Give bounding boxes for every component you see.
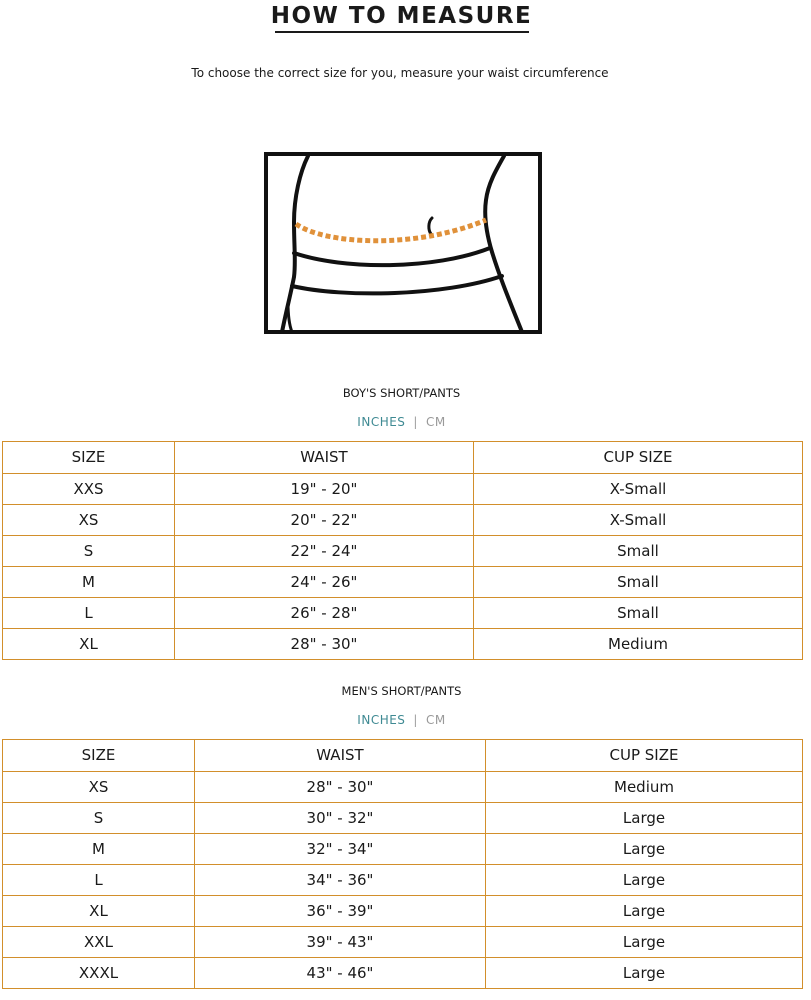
page-title: HOW TO MEASURE: [270, 3, 533, 29]
table-row: [3, 772, 803, 803]
cup-size-cell: X-Small: [474, 474, 803, 505]
size-cell: XS: [3, 772, 195, 803]
boys-section-title: BOY'S SHORT/PANTS: [342, 386, 461, 400]
waist-cell: 30" - 32": [195, 803, 486, 834]
boys-unit-toggle: [0, 414, 803, 430]
cup-size-cell: Large: [486, 865, 803, 896]
table-row: [3, 958, 803, 989]
size-cell: XS: [3, 505, 175, 536]
mens-unit-separator: |: [413, 713, 418, 727]
waist-cell: 36" - 39": [195, 896, 486, 927]
waist-cell: 43" - 46": [195, 958, 486, 989]
size-cell: XL: [3, 896, 195, 927]
waist-cell: 28" - 30": [195, 772, 486, 803]
table-row: [3, 505, 803, 536]
waist-cell: 28" - 30": [175, 629, 474, 660]
mens-section-title: MEN'S SHORT/PANTS: [341, 684, 462, 698]
table-row: [3, 474, 803, 505]
waist-cell: 34" - 36": [195, 865, 486, 896]
waist-cell: 19" - 20": [175, 474, 474, 505]
column-header-waist: WAIST: [175, 442, 474, 474]
size-cell: M: [3, 834, 195, 865]
intro-text: To choose the correct size for you, measure your waist circumference: [191, 66, 609, 80]
cup-size-cell: Small: [474, 598, 803, 629]
table-row: [3, 567, 803, 598]
size-cell: XXS: [3, 474, 175, 505]
size-cell: S: [3, 536, 175, 567]
size-cell: XXL: [3, 927, 195, 958]
title-underline: [275, 31, 529, 33]
cup-size-cell: Medium: [486, 772, 803, 803]
table-row: [3, 927, 803, 958]
cup-size-cell: Large: [486, 803, 803, 834]
cup-size-cell: Small: [474, 567, 803, 598]
waist-measurement-illustration-icon: [264, 152, 542, 334]
cup-size-cell: Medium: [474, 629, 803, 660]
cup-size-cell: Large: [486, 896, 803, 927]
waist-cell: 26" - 28": [175, 598, 474, 629]
column-header-cup-size: CUP SIZE: [486, 740, 803, 772]
cup-size-cell: Large: [486, 927, 803, 958]
size-cell: L: [3, 865, 195, 896]
boys-unit-cm-tab[interactable]: CM: [425, 415, 446, 429]
boys-unit-inches-tab[interactable]: INCHES: [357, 415, 406, 429]
mens-unit-toggle: [0, 712, 803, 728]
size-cell: M: [3, 567, 175, 598]
size-cell: XXXL: [3, 958, 195, 989]
cup-size-cell: X-Small: [474, 505, 803, 536]
table-row: [3, 536, 803, 567]
size-cell: L: [3, 598, 175, 629]
table-row: [3, 834, 803, 865]
waist-cell: 20" - 22": [175, 505, 474, 536]
waist-cell: 32" - 34": [195, 834, 486, 865]
mens-size-table: [2, 739, 803, 989]
column-header-cup-size: CUP SIZE: [474, 442, 803, 474]
waist-cell: 24" - 26": [175, 567, 474, 598]
table-header-row: [3, 740, 803, 772]
boys-size-table: [2, 441, 803, 660]
table-row: [3, 803, 803, 834]
mens-unit-cm-tab[interactable]: CM: [425, 713, 446, 727]
size-cell: XL: [3, 629, 175, 660]
size-cell: S: [3, 803, 195, 834]
waist-cell: 39" - 43": [195, 927, 486, 958]
column-header-size: SIZE: [3, 740, 195, 772]
table-row: [3, 598, 803, 629]
table-row: [3, 865, 803, 896]
column-header-size: SIZE: [3, 442, 175, 474]
cup-size-cell: Large: [486, 958, 803, 989]
cup-size-cell: Small: [474, 536, 803, 567]
boys-unit-separator: |: [413, 415, 418, 429]
table-row: [3, 896, 803, 927]
column-header-waist: WAIST: [195, 740, 486, 772]
waist-cell: 22" - 24": [175, 536, 474, 567]
table-row: [3, 629, 803, 660]
mens-unit-inches-tab[interactable]: INCHES: [357, 713, 406, 727]
cup-size-cell: Large: [486, 834, 803, 865]
table-header-row: [3, 442, 803, 474]
